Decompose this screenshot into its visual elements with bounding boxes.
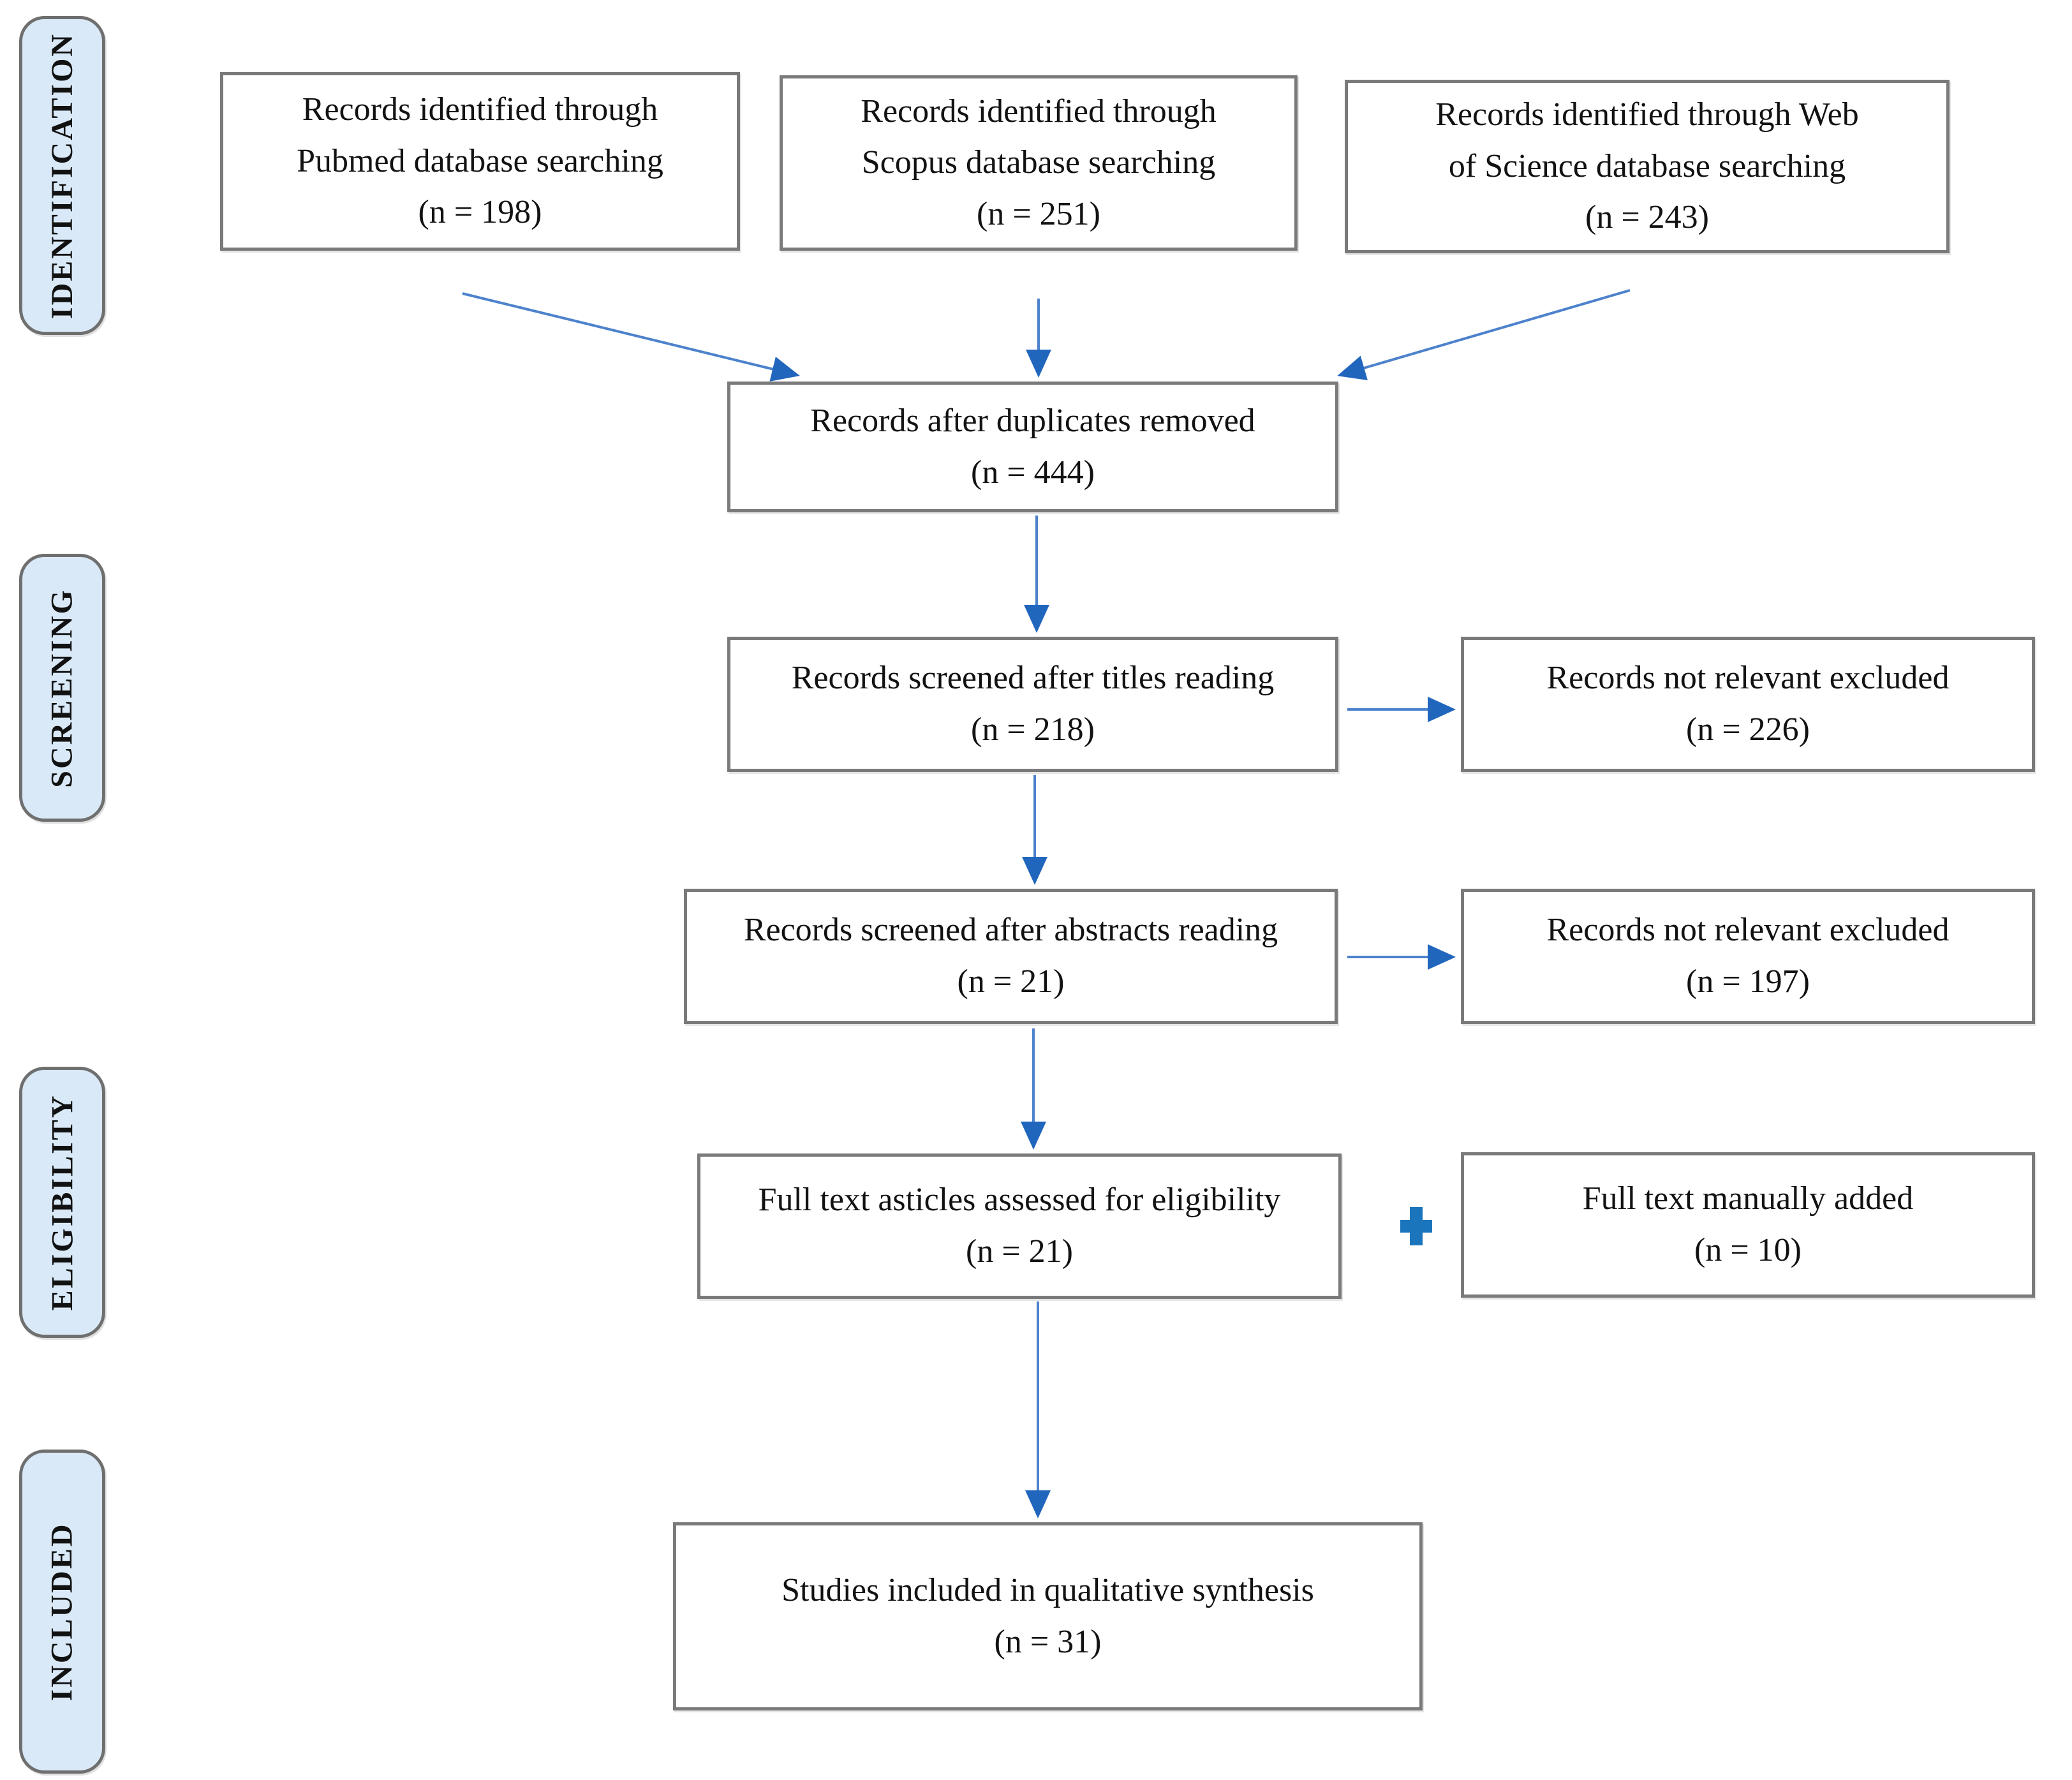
node-abstracts-screened-count: (n = 21) [957, 963, 1065, 1000]
node-fulltext-assessed-count: (n = 21) [966, 1233, 1073, 1270]
node-scopus-count: (n = 251) [977, 195, 1100, 232]
node-duplicates-removed-label: Records after duplicates removed [810, 402, 1255, 439]
arrow-pubmed-to-duplicates [463, 293, 797, 375]
node-pubmed [220, 72, 740, 251]
node-pubmed-count: (n = 198) [418, 194, 542, 231]
stage-screening-label: SCREENING [45, 588, 79, 788]
node-fulltext-manual [1461, 1152, 2035, 1298]
node-excluded-abstracts-label: Records not relevant excluded [1546, 912, 1950, 949]
node-excluded-abstracts [1461, 889, 2035, 1024]
arrow-wos-to-duplicates [1340, 290, 1630, 375]
stage-included [19, 1450, 105, 1774]
node-excluded-abstracts-count: (n = 197) [1686, 963, 1810, 1000]
stage-included-label: INCLUDED [45, 1522, 79, 1702]
node-scopus [780, 75, 1298, 251]
node-scopus-label: Records identified through Scopus database searching [861, 93, 1217, 181]
node-web-of-science-label: Records identified through Web of Science database searching [1435, 96, 1859, 184]
node-titles-screened-label: Records screened after titles reading [791, 660, 1275, 697]
node-pubmed-label: Records identified through Pubmed database searching [297, 91, 663, 179]
node-fulltext-assessed [697, 1153, 1342, 1299]
node-fulltext-manual-label: Full text manually added [1582, 1180, 1914, 1217]
node-excluded-titles-label: Records not relevant excluded [1546, 660, 1950, 697]
node-included-studies [673, 1522, 1423, 1710]
node-web-of-science [1345, 80, 1950, 253]
node-excluded-titles [1461, 637, 2035, 772]
node-included-studies-count: (n = 31) [994, 1623, 1102, 1660]
node-web-of-science-count: (n = 243) [1585, 199, 1709, 236]
node-titles-screened-count: (n = 218) [971, 711, 1095, 748]
node-titles-screened [727, 637, 1338, 772]
node-abstracts-screened-label: Records screened after abstracts reading [743, 912, 1278, 949]
stage-identification-label: IDENTIFICATION [45, 32, 79, 319]
node-duplicates-removed-count: (n = 444) [971, 454, 1095, 491]
stage-screening [19, 554, 105, 822]
stage-eligibility-label: ELIGIBILITY [45, 1094, 80, 1311]
stage-eligibility [19, 1067, 105, 1338]
plus-icon [1400, 1207, 1432, 1245]
node-duplicates-removed [727, 382, 1338, 512]
stage-identification [19, 16, 105, 335]
node-fulltext-manual-count: (n = 10) [1694, 1232, 1802, 1268]
node-fulltext-assessed-label: Full text asticles assessed for eligibility [758, 1182, 1281, 1219]
node-excluded-titles-count: (n = 226) [1686, 711, 1810, 748]
node-abstracts-screened [684, 889, 1338, 1024]
node-included-studies-label: Studies included in qualitative synthesis [781, 1571, 1314, 1608]
